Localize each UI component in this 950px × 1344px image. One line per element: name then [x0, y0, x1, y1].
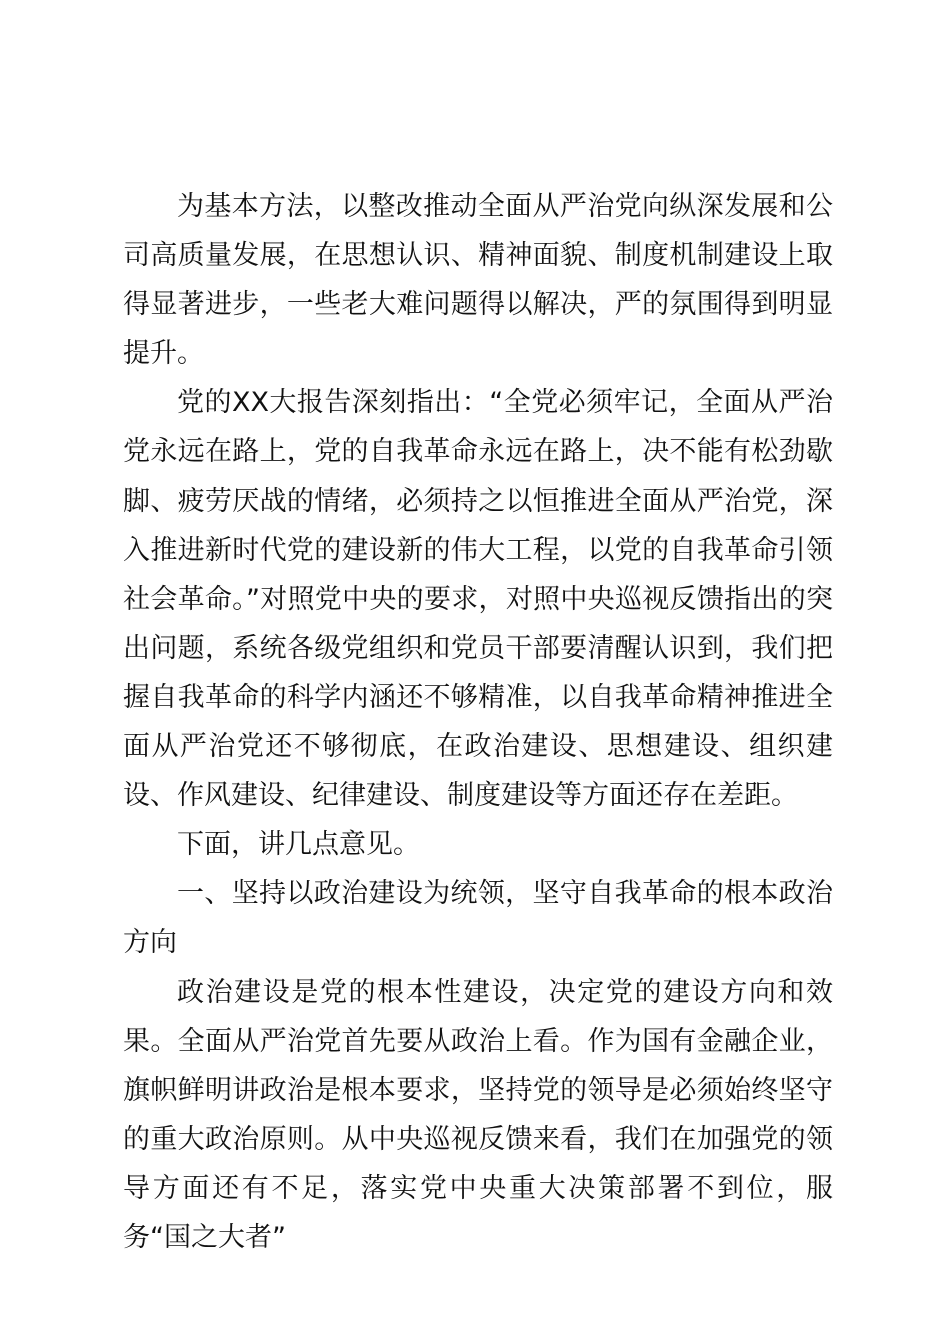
section-heading-1: 一、坚持以政治建设为统领，坚守自我革命的根本政治方向	[123, 878, 833, 959]
paragraph-intro: 下面，讲几点意见。	[177, 829, 420, 861]
paragraph-continuation: 为基本方法，以整改推动全面从严治党向纵深发展和公司高质量发展，在思想认识、精神面貌、制度机制建设上取得显著进步，一些老大难问题得以解决，严的氛围得到明显提升。	[123, 191, 833, 370]
document-body	[123, 182, 833, 1262]
paragraph-report-quote: 党的XX大报告深刻指出：“全党必须牢记，全面从严治党永远在路上，党的自我革命永远在路上，决不能有松劲歇脚、疲劳厌战的情绪，必须持之以恒推进全面从严治党，深入推进新时代党的建设新的伟大工程，以党的自我革命引领社会革命。”对照党中央的要求，对照中央巡视反馈指出的突出问题，系统各级党组织和党员干部要清醒认识到，我们把握自我革命的科学内涵还不够精准，以自我革命精神推进全面从严治党还不够彻底，在政治建设、思想建设、组织建设、作风建设、纪律建设、制度建设等方面还存在差距。	[123, 387, 833, 812]
paragraph-political-construction: 政治建设是党的根本性建设，决定党的建设方向和效果。全面从严治党首先要从政治上看。作为国有金融企业，旗帜鲜明讲政治是根本要求，坚持党的领导是必须始终坚守的重大政治原则。从中央巡视反馈来看，我们在加强党的领导方面还有不足，落实党中央重大决策部署不到位，服务“国之大者”	[123, 976, 833, 1253]
